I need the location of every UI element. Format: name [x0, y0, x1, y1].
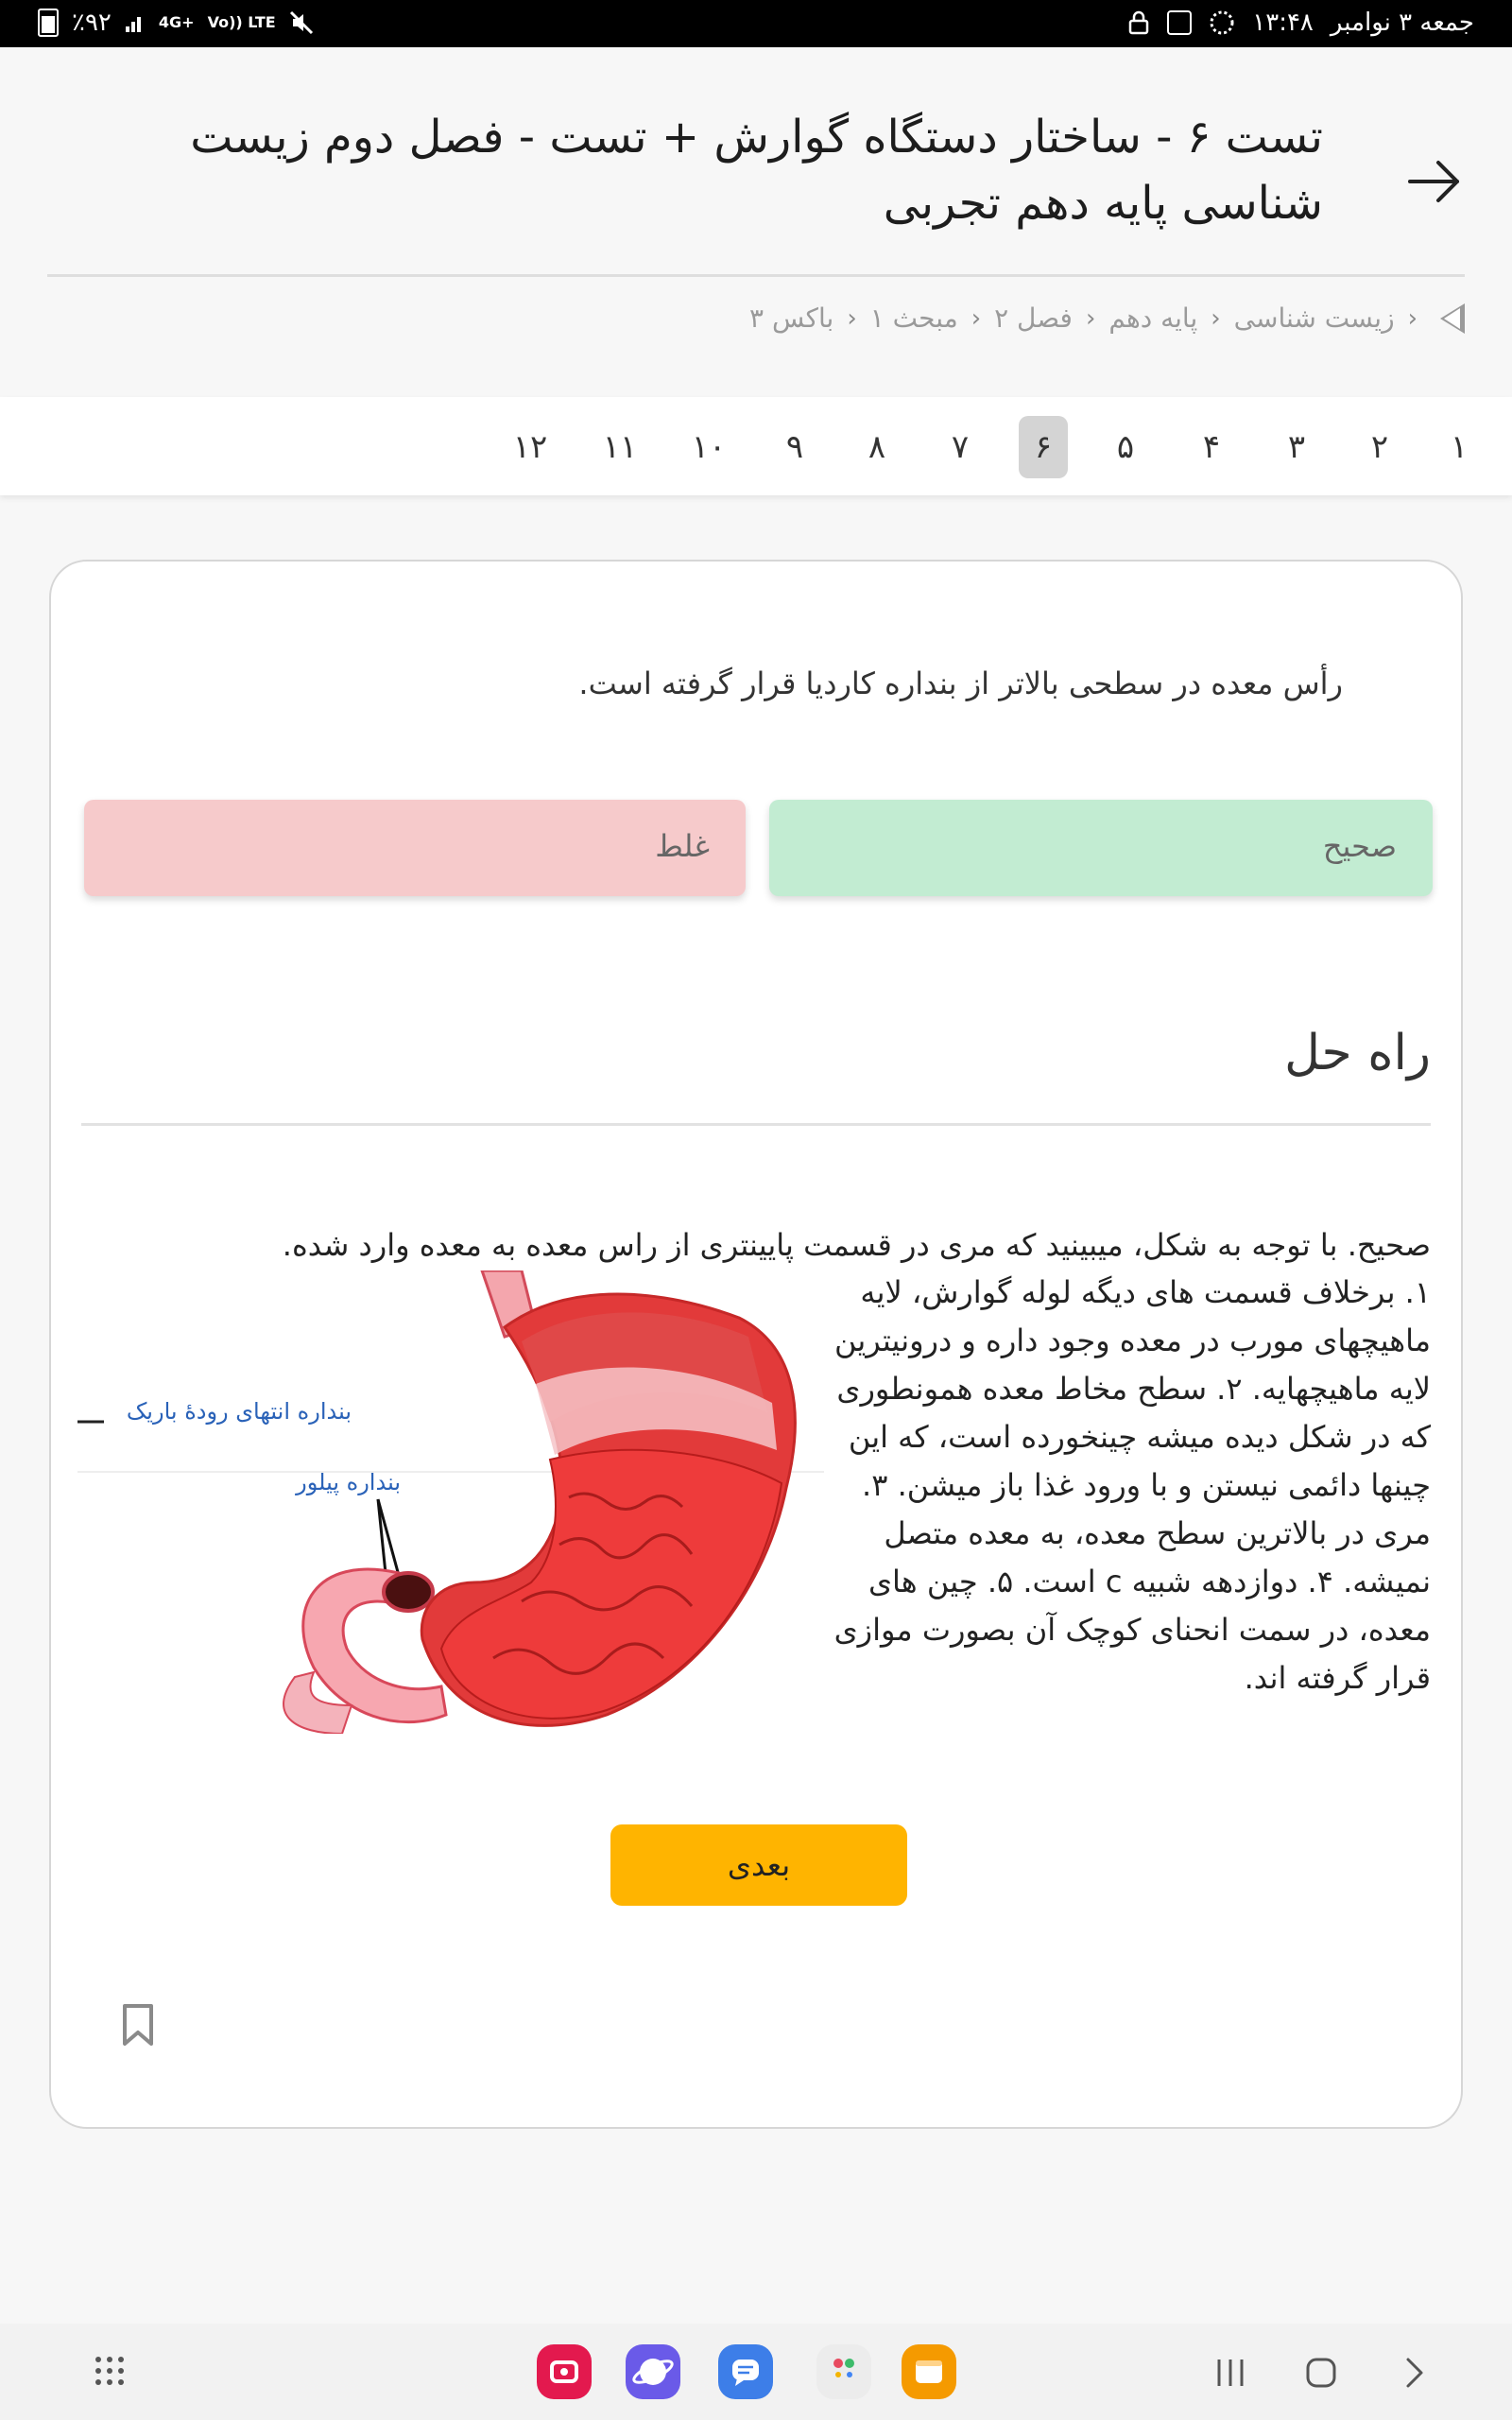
question-tab[interactable]: ۵: [1116, 428, 1135, 466]
status-date: جمعه ۳ نوامبر: [1330, 9, 1474, 37]
page-title: تست ۶ - ساختار دستگاه گوارش + تست - فصل دوم زیست شناسی پایه دهم تجربی: [190, 111, 1323, 230]
network-type: 4G+: [158, 13, 195, 31]
question-card: [49, 560, 1463, 2129]
breadcrumb-item[interactable]: زیست شناسی: [1233, 302, 1395, 334]
question-text: رأس معده در سطحی بالاتر از بنداره کاردیا قرار گرفته است.: [578, 666, 1343, 701]
question-tab[interactable]: ۱۲: [512, 428, 548, 466]
next-button[interactable]: بعدی: [610, 1824, 907, 1906]
recent-apps-icon[interactable]: [1213, 2356, 1247, 2390]
mute-icon: [289, 10, 314, 35]
sync-icon: [1209, 9, 1235, 36]
navigation-bar: [0, 2324, 1512, 2420]
solution-heading: راه حل: [1284, 1025, 1431, 1081]
diagram-label-pylorus: بنداره پیلور: [296, 1469, 401, 1495]
status-bar: [0, 0, 1512, 47]
status-left: [38, 9, 314, 37]
messages-icon[interactable]: [718, 2344, 773, 2399]
question-tab[interactable]: ۳: [1287, 428, 1306, 466]
option-false-button[interactable]: غلط: [84, 800, 746, 896]
chevron-left-icon: ‹: [1211, 303, 1221, 333]
question-tab[interactable]: ۲: [1370, 428, 1389, 466]
chevron-left-icon: ‹: [1085, 303, 1096, 333]
question-tab-active[interactable]: ۶: [1019, 416, 1068, 478]
question-tab[interactable]: ۱۰: [691, 428, 727, 466]
volte-indicator: Vo)) LTE: [207, 13, 276, 31]
question-tab[interactable]: ۱۱: [602, 428, 638, 466]
game-launcher-icon[interactable]: [816, 2344, 871, 2399]
option-true-button[interactable]: صحیح: [769, 800, 1433, 896]
bookmark-icon[interactable]: [119, 2002, 157, 2048]
solution-first-line: صحیح. با توجه به شکل، میبینید که مری در قسمت پایینتری از راس معده به معده وارد شده.: [282, 1227, 1431, 1263]
breadcrumb-item[interactable]: پایه دهم: [1108, 302, 1198, 334]
breadcrumb-item[interactable]: مبحث ۱: [869, 302, 958, 334]
question-tab[interactable]: ۸: [868, 428, 886, 466]
my-files-icon[interactable]: [902, 2344, 956, 2399]
breadcrumb-item[interactable]: باکس ۳: [749, 302, 834, 334]
play-icon[interactable]: [1440, 303, 1465, 334]
question-tabs: [0, 397, 1512, 495]
lock-icon: [1127, 10, 1150, 35]
question-tab[interactable]: ۱: [1450, 428, 1469, 466]
breadcrumb: [749, 302, 1465, 334]
question-tab[interactable]: ۷: [951, 428, 970, 466]
page-header: [47, 95, 1465, 277]
question-tab[interactable]: ۹: [785, 428, 804, 466]
screenshot-icon: [1167, 10, 1192, 35]
battery-level: ٪۹۲: [72, 9, 112, 37]
home-icon[interactable]: [1304, 2356, 1338, 2390]
stomach-diagram: [77, 1270, 824, 1734]
browser-icon[interactable]: [626, 2344, 680, 2399]
diagram-label-small-intestine-sphincter: بنداره انتهای رودهٔ باریک: [126, 1398, 352, 1425]
divider: [81, 1123, 1431, 1126]
chevron-left-icon: ‹: [847, 303, 857, 333]
breadcrumb-item[interactable]: فصل ۲: [994, 302, 1073, 334]
status-right: [1127, 9, 1474, 37]
chevron-left-icon: ‹: [971, 303, 982, 333]
battery-icon: [38, 9, 59, 37]
status-time: ۱۳:۴۸: [1252, 9, 1314, 37]
screen-recorder-icon[interactable]: [537, 2344, 592, 2399]
chevron-left-icon: ‹: [1407, 303, 1418, 333]
question-tab[interactable]: ۴: [1202, 428, 1221, 466]
solution-text: ۱. برخلاف قسمت های دیگه لوله گوارش، لایه ماهیچهای مورب در معده وجود داره و درونیترین لایه ماهیچهایه. ۲. سطح مخاط معده همونطوری که در شکل دیده میشه چینخورده است، که این چینها دائمی نیستن و با ورود غذا باز میشن. ۳. مری در بالاترین سطح معده، به معده متصل نمیشه. ۴. دوازدهه شبیه c است. ۵. چین های معده، در سمت انحنای کوچک آن بصورت موازی قرار گرفته اند.: [833, 1274, 1431, 1696]
back-nav-icon[interactable]: [1397, 2356, 1431, 2390]
app-drawer-icon[interactable]: [93, 2354, 127, 2388]
signal-icon: [125, 12, 146, 33]
arrow-right-icon[interactable]: [1404, 151, 1465, 212]
